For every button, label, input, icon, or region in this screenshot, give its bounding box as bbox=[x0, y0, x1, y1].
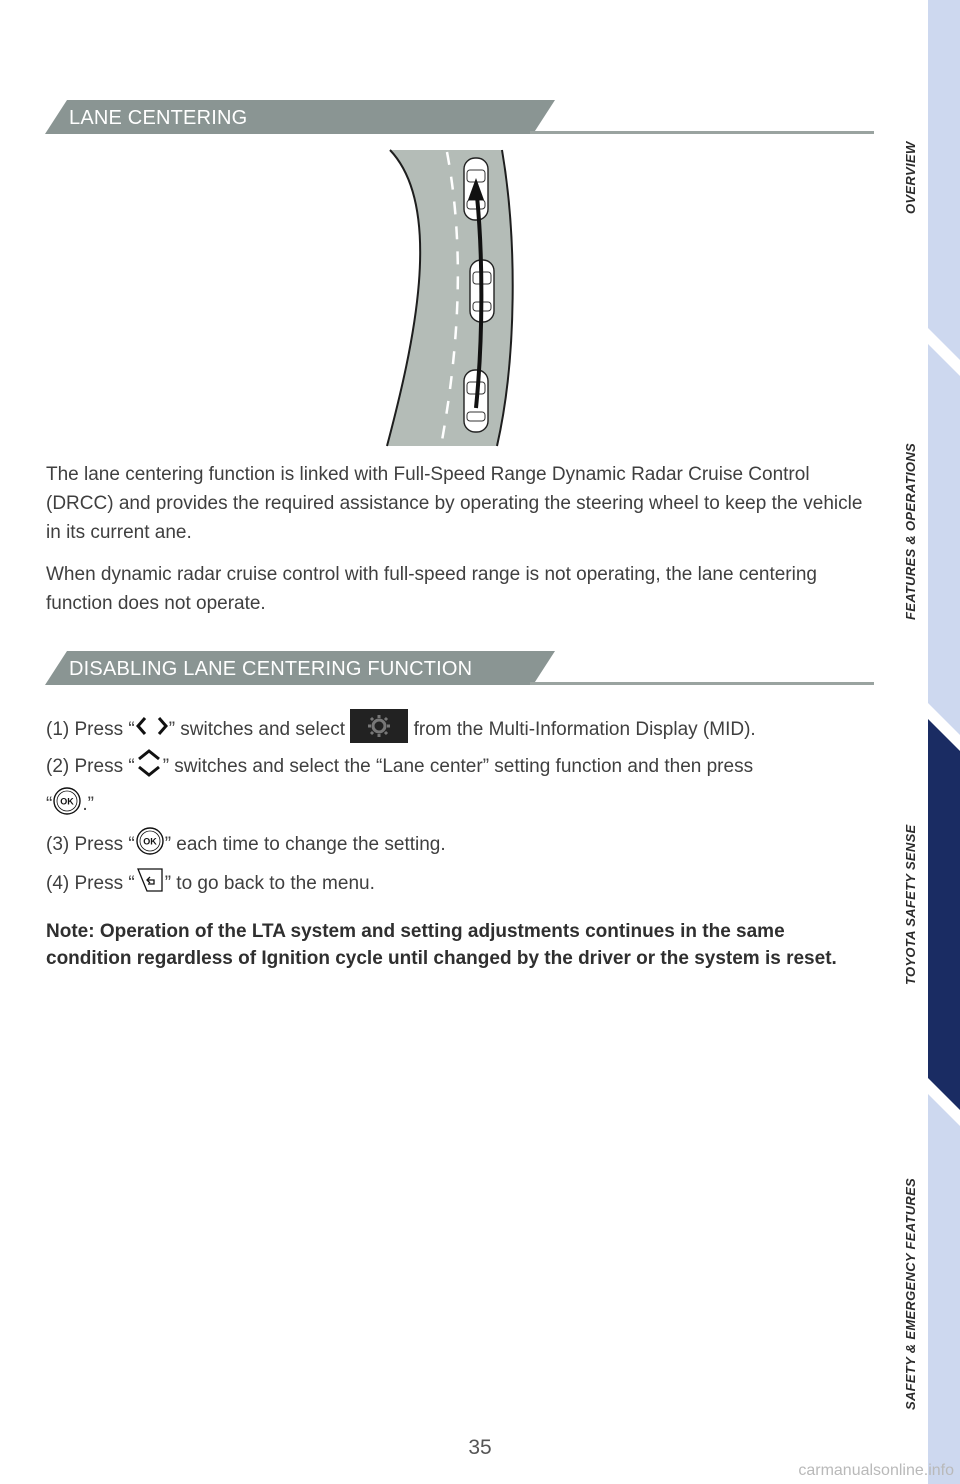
left-right-arrows-icon bbox=[135, 715, 169, 745]
paragraph-2: When dynamic radar cruise control with full-speed range is not operating, the lane centering function does not operate. bbox=[46, 564, 817, 614]
nav-tab-overview[interactable]: OVERVIEW bbox=[903, 141, 918, 214]
nav-tab-bg-features[interactable] bbox=[928, 344, 960, 735]
ok-button-icon bbox=[135, 826, 165, 864]
section-banner-disabling bbox=[45, 651, 555, 685]
nav-tab-features-operations[interactable]: FEATURES & OPERATIONS bbox=[903, 443, 918, 620]
section-title: DISABLING LANE CENTERING FUNCTION bbox=[69, 658, 473, 680]
nav-tab-bg-emergency[interactable] bbox=[928, 1094, 960, 1484]
section-rule bbox=[530, 682, 874, 685]
step-2-continued: “ OK .” bbox=[46, 786, 886, 824]
step-2: (2) Press “ ” switches and select the “Lane center” setting function and then press bbox=[46, 748, 886, 786]
svg-text:OK: OK bbox=[142, 836, 157, 847]
ok-button-icon bbox=[52, 786, 82, 824]
section-banner-lane-centering bbox=[45, 100, 555, 134]
note-text: Note: Operation of the LTA system and setting adjustments continues in the same condition regardless of Ignition cycle until changed by the driver or the system is reset. bbox=[46, 921, 837, 969]
watermark: carmanualsonline.info bbox=[798, 1462, 954, 1479]
step-4: (4) Press “ ” to go back to the menu. bbox=[46, 865, 886, 903]
settings-gear-icon bbox=[350, 709, 408, 751]
nav-tab-bg-overview[interactable] bbox=[928, 0, 960, 360]
page-number: 35 bbox=[468, 1436, 492, 1459]
nav-tab-bg-safety-sense[interactable] bbox=[928, 719, 960, 1110]
paragraph-1: The lane centering function is linked with Full-Speed Range Dynamic Radar Cruise Control (DRCC) and provides the required assistance by operating the steering wheel to keep the vehicle in its current ane. bbox=[46, 464, 863, 543]
nav-tab-safety-emergency[interactable]: SAFETY & EMERGENCY FEATURES bbox=[903, 1177, 918, 1410]
up-down-arrows-icon bbox=[135, 748, 163, 786]
lane-centering-illustration bbox=[385, 148, 515, 448]
step-1: (1) Press “ ” switches and select from the Multi-Information Display (MID). bbox=[46, 709, 886, 751]
step-3: (3) Press “ OK ” each time to change the setting. bbox=[46, 826, 886, 864]
svg-text:OK: OK bbox=[60, 796, 75, 807]
nav-tab-toyota-safety-sense[interactable]: TOYOTA SAFETY SENSE bbox=[903, 824, 918, 985]
section-rule bbox=[530, 131, 874, 134]
back-button-icon bbox=[135, 865, 165, 903]
section-title: LANE CENTERING bbox=[69, 107, 248, 129]
side-nav bbox=[903, 0, 960, 1484]
